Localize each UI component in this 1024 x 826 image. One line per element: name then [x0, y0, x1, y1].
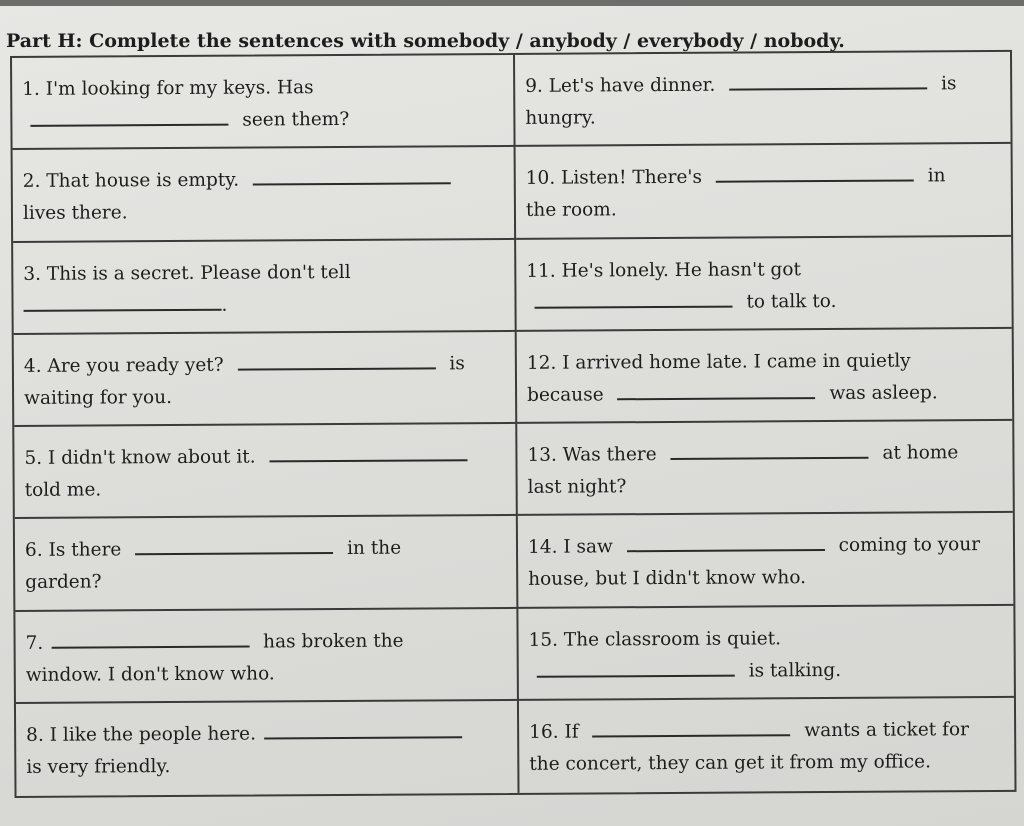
sentence-text: 13. Was there — [527, 444, 657, 466]
sentence-text: window. I don't know who. — [25, 662, 275, 686]
sentence-text: at home — [882, 442, 959, 464]
sentence-text: is talking. — [748, 659, 842, 681]
answer-blank[interactable] — [253, 169, 451, 186]
answer-blank[interactable] — [51, 631, 249, 648]
sentence-text: 5. I didn't know about it. — [24, 446, 256, 469]
sentence-text: is very friendly. — [26, 755, 171, 778]
sentence-text: 14. I saw — [527, 536, 613, 559]
answer-blank[interactable] — [729, 73, 927, 90]
answer-blank[interactable] — [627, 535, 825, 552]
answer-blank[interactable] — [264, 722, 462, 739]
answer-blank[interactable] — [617, 383, 815, 400]
exercise-cell-8 — [16, 701, 520, 796]
sentence-text: 2. That house is empty. — [22, 169, 240, 193]
exercise-cell-7 — [15, 608, 519, 703]
sentence-text: 15. The classroom is quiet. — [528, 627, 782, 651]
sentence-text: the room. — [525, 199, 617, 222]
answer-blank[interactable] — [23, 294, 221, 311]
exercise-cell-3 — [13, 239, 517, 334]
sentence-text: . — [221, 294, 228, 316]
exercise-cell-4 — [14, 332, 518, 427]
sentence-text: waiting for you. — [24, 386, 173, 409]
exercise-cell-9 — [515, 52, 1011, 147]
sentence-text: lives there. — [22, 202, 128, 225]
sentence-text: the concert, they can get it from my office. — [529, 751, 932, 775]
answer-blank[interactable] — [716, 166, 914, 183]
sentence-text: because — [527, 384, 604, 406]
sentence-text: seen them? — [242, 108, 350, 131]
answer-blank[interactable] — [269, 445, 467, 462]
exercise-cell-14 — [518, 513, 1014, 608]
page-title: Part H: Complete the sentences with somebody / anybody / everybody / nobody. — [6, 30, 845, 52]
sentence-text: 8. I like the people here. — [26, 723, 257, 746]
exercise-cell-5 — [14, 424, 518, 519]
exercise-cell-6 — [15, 516, 519, 611]
sentence-text: hungry. — [525, 107, 596, 129]
exercise-cell-2 — [13, 147, 517, 242]
sentence-text: 6. Is there — [24, 539, 122, 562]
answer-blank[interactable] — [534, 291, 732, 308]
exercise-cell-16 — [519, 698, 1015, 793]
exercise-cell-13 — [517, 421, 1013, 516]
page-top-edge — [0, 0, 1024, 6]
sentence-text: 12. I arrived home late. I came in quietly — [526, 350, 911, 374]
sentence-text: 7. — [25, 632, 44, 654]
sentence-text: in the — [347, 537, 402, 560]
sentence-text: last night? — [527, 476, 627, 498]
sentence-text: house, but I didn't know who. — [528, 567, 807, 591]
sentence-text: is — [449, 352, 465, 375]
sentence-text: is — [941, 73, 957, 95]
exercise-cell-11 — [516, 236, 1012, 331]
sentence-text: 11. He's lonely. He hasn't got — [526, 258, 801, 282]
sentence-text: coming to your — [838, 534, 981, 557]
exercise-table — [10, 50, 1017, 798]
exercise-cell-15 — [518, 605, 1014, 700]
exercise-cell-10 — [516, 144, 1012, 239]
exercise-cell-12 — [517, 329, 1013, 424]
sentence-text: 16. If — [529, 721, 579, 743]
sentence-text: wants a ticket for — [804, 718, 969, 741]
sentence-text: was asleep. — [829, 382, 938, 404]
sentence-text: 4. Are you ready yet? — [23, 354, 224, 377]
sentence-text: to talk to. — [746, 290, 837, 313]
sentence-text: garden? — [25, 571, 102, 594]
sentence-text: 9. Let's have dinner. — [525, 74, 716, 97]
answer-blank[interactable] — [670, 443, 868, 460]
sentence-text: in — [927, 165, 946, 187]
answer-blank[interactable] — [237, 353, 435, 370]
sentence-text: has broken the — [263, 630, 404, 652]
answer-blank[interactable] — [537, 660, 735, 677]
exercise-cell-1 — [12, 55, 516, 150]
sentence-text: 10. Listen! There's — [525, 167, 703, 190]
answer-blank[interactable] — [135, 538, 333, 555]
sentence-text: told me. — [24, 479, 102, 501]
answer-blank[interactable] — [592, 720, 790, 737]
answer-blank[interactable] — [30, 110, 228, 127]
sentence-text: 1. I'm looking for my keys. Has — [22, 77, 314, 100]
sentence-text: 3. This is a secret. Please don't tell — [23, 261, 351, 285]
